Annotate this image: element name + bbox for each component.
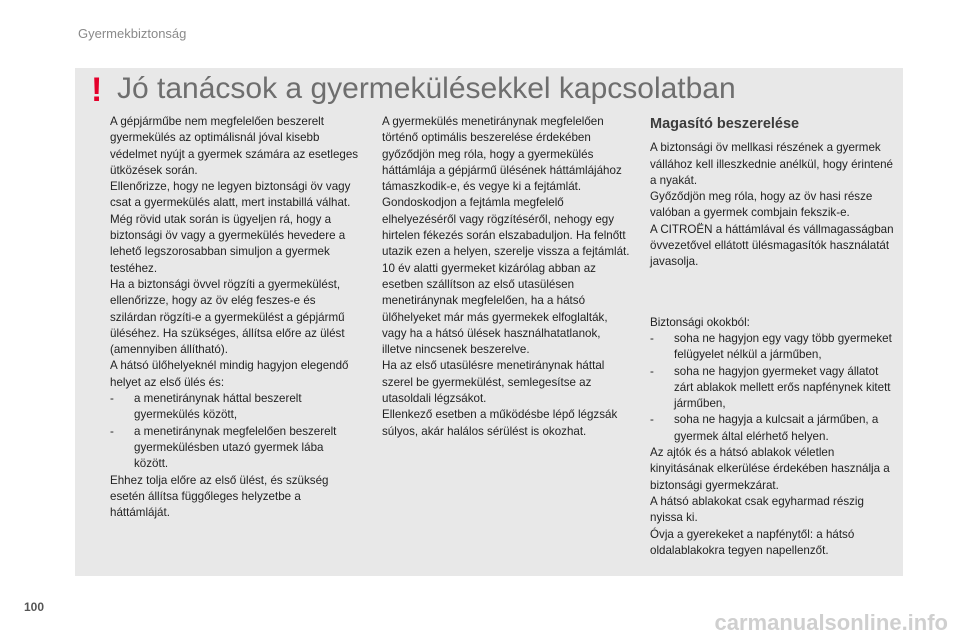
paragraph: Óvja a gyerekeket a napfénytől: a hátsó oldalablakokra tegyen napellenzőt. (650, 527, 855, 557)
list-item-text: soha ne hagyjon gyermeket vagy állatot zárt ablakok mellett erős napfénynek kitett járműben, (674, 364, 891, 411)
section-header: Gyermekbiztonság (78, 26, 187, 41)
paragraph: A gyermekülés menetiránynak megfelelően történő optimális beszerelése érdekében győződjön meg róla, hogy a gyermekülés háttámlája a gépjármű ülésének háttámlájához támaszkodik-e, és vegye ki a fejtámlát. (382, 115, 622, 194)
list-item-text: a menetiránynak megfelelően beszerelt gyermekülésben utazó gyermek lába között. (134, 424, 337, 471)
paragraph: A gépjárműbe nem megfelelően beszerelt gyermekülés az optimálisnál jóval kisebb védelmet nyújt a gyermek számára az esetleges ütközések során. (110, 115, 359, 177)
advice-panel (75, 68, 903, 576)
list-item (650, 412, 900, 445)
paragraph: Az ajtók és a hátsó ablakok véletlen kinyitásának elkerülése érdekében használja a biztonsági gyermekzárat. (650, 446, 890, 492)
paragraph: Ellenőrizze, hogy ne legyen biztonsági öv vagy csat a gyermekülés alatt, mert instabillá válhat. (110, 180, 351, 210)
paragraph: Ehhez tolja előre az első ülést, és szükség esetén állítsa függőleges helyzetbe a háttámláját. (110, 473, 329, 520)
bullet-marker: - (110, 424, 114, 438)
panel-title: Jó tanácsok a gyermekülésekkel kapcsolatban (117, 72, 736, 105)
paragraph: Ellenkező esetben a működésbe lépő légzsák súlyos, akár halálos sérülést is okozhat. (382, 408, 618, 438)
paragraph: Győződjön meg róla, hogy az öv hasi része valóban a gyermek combjain fekszik-e. (650, 190, 873, 220)
list-item (110, 391, 360, 424)
paragraph: A hátsó ablakokat csak egyharmad részig nyissa ki. (650, 494, 864, 525)
bullet-marker: - (650, 331, 654, 345)
paragraph: A CITROËN a háttámlával és vállmagasságban övvezetővel ellátott ülésmagasítók használatát javasolja. (650, 222, 894, 269)
column-1 (110, 114, 360, 521)
paragraph: A hátsó ülőhelyeknél mindig hagyjon elegendő helyet az első ülés és: (110, 359, 349, 389)
paragraph: 10 év alatti gyermeket kizárólag abban az esetben szállítson az első utasülésen menetiránynak megfelelően, ha a hátsó ülőhelyeket már más gyermekek elfoglalták, vagy ha a hátsó ülések használhatatlanok, illetve nincsenek beszerelve. (382, 261, 608, 357)
list-item-text: soha ne hagyjon egy vagy több gyermeket felügyelet nélkül a járműben, (674, 331, 892, 362)
list-item (110, 424, 360, 473)
section-heading: Magasító beszerelése (650, 116, 800, 132)
paragraph: Ha az első utasülésre menetiránynak háttal szerel be gyermekülést, semlegesítse az utasoldali légzsákot. (382, 359, 605, 406)
column-3 (650, 114, 900, 559)
page-number: 100 (24, 600, 45, 614)
warning-icon: ! (91, 71, 103, 109)
list-item-text: soha ne hagyja a kulcsait a járműben, a gyermek által elérhető helyen. (674, 413, 879, 443)
paragraph: A biztonsági öv mellkasi részének a gyermek vállához kell illeszkednie anélkül, hogy érintené a nyakát. (650, 141, 893, 187)
paragraph: Gondoskodjon a fejtámla megfelelő elhelyezéséről vagy rögzítéséről, nehogy egy hirtelen fékezés során elszabaduljon. Ha felnőtt utazik ezen a helyen, szerelje vissza a fejtámlát. (382, 196, 630, 259)
bullet-marker: - (650, 364, 654, 378)
paragraph: Még rövid utak során is ügyeljen rá, hogy a biztonsági öv vagy a gyermekülés hevedere a lehető legszorosabban simuljon a gyermek testéhez. (110, 212, 346, 275)
list-item (650, 364, 900, 413)
paragraph: Biztonsági okokból: (650, 315, 750, 329)
paragraph: Ha a biztonsági övvel rögzíti a gyermekülést, ellenőrizze, hogy az öv elég feszes-e és szilárdan rögzíti-e a gyermekülést a gépjármű üléséhez. Ha szükséges, állítsa előre az ülést (amennyiben állítható). (110, 277, 345, 357)
list-item (650, 331, 900, 364)
bullet-marker: - (650, 413, 654, 427)
list-item-text: a menetiránynak háttal beszerelt gyermekülés között, (134, 392, 302, 422)
watermark: carmanualsonline.info (714, 610, 948, 635)
bullet-marker: - (110, 392, 114, 406)
column-2 (382, 114, 632, 440)
